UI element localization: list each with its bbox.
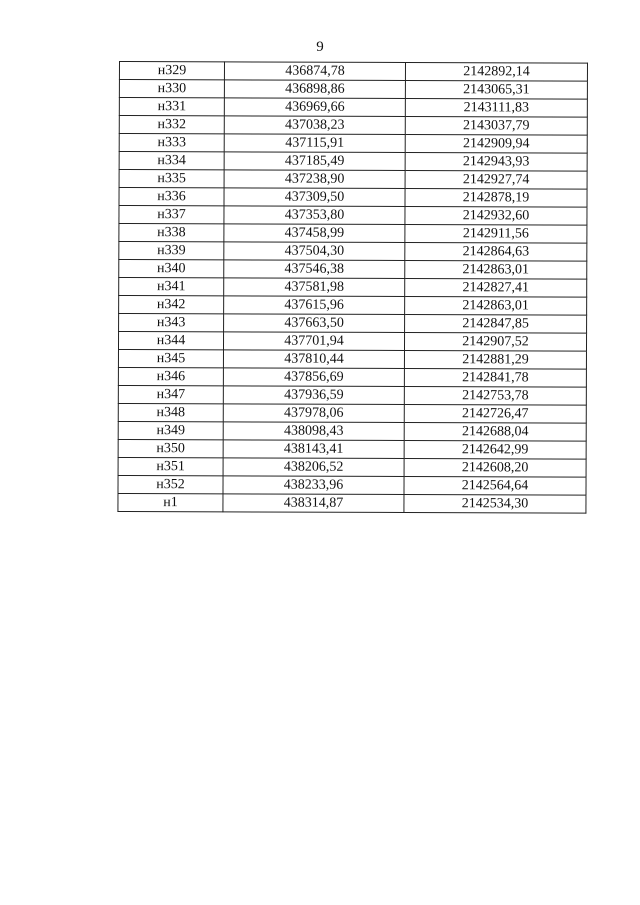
y-coordinate-cell: 2142864,63 [405, 242, 587, 261]
y-coordinate-cell: 2142534,30 [404, 494, 586, 513]
y-coordinate-cell: 2142881,29 [404, 350, 586, 369]
point-number-cell: н331 [119, 98, 224, 116]
x-coordinate-cell: 437546,38 [224, 260, 405, 279]
table-row [119, 116, 587, 136]
x-coordinate-cell: 436898,86 [224, 80, 405, 99]
y-coordinate-cell: 2142847,85 [405, 314, 587, 333]
point-number-cell: н352 [118, 475, 223, 493]
point-number-cell: н330 [119, 80, 224, 98]
table-row [119, 206, 587, 226]
x-coordinate-cell: 437856,69 [223, 368, 404, 387]
y-coordinate-cell: 2142688,04 [404, 422, 586, 441]
point-number-cell: н344 [118, 332, 223, 350]
x-coordinate-cell: 437615,96 [224, 296, 405, 315]
y-coordinate-cell: 2142564,64 [404, 476, 586, 495]
x-coordinate-cell: 437238,90 [224, 170, 405, 189]
x-coordinate-cell: 436874,78 [224, 62, 405, 81]
y-coordinate-cell: 2142608,20 [404, 458, 586, 477]
table-row [118, 385, 586, 405]
x-coordinate-cell: 437309,50 [224, 188, 405, 207]
y-coordinate-cell: 2142878,19 [405, 188, 587, 207]
x-coordinate-cell: 437458,99 [224, 224, 405, 243]
point-number-cell: н339 [119, 242, 224, 260]
point-number-cell: н336 [119, 188, 224, 206]
table-row [119, 242, 587, 262]
table-row [118, 421, 586, 441]
table-row [118, 493, 586, 513]
point-number-cell: н345 [118, 350, 223, 368]
y-coordinate-cell: 2143065,31 [405, 80, 587, 99]
y-coordinate-cell: 2142943,93 [405, 152, 587, 171]
x-coordinate-cell: 438098,43 [223, 422, 404, 441]
point-number-cell: н349 [118, 421, 223, 439]
point-number-cell: н348 [118, 403, 223, 421]
table-row [119, 296, 587, 316]
table-row [118, 367, 586, 387]
y-coordinate-cell: 2142909,94 [405, 134, 587, 153]
point-number-cell: н334 [119, 152, 224, 170]
coordinates-table-body [118, 62, 588, 514]
table-row [118, 457, 586, 477]
point-number-cell: н347 [118, 385, 223, 403]
table-row [118, 403, 586, 423]
table-row [119, 224, 587, 244]
y-coordinate-cell: 2142907,52 [404, 332, 586, 351]
y-coordinate-cell: 2142927,74 [405, 170, 587, 189]
x-coordinate-cell: 436969,66 [224, 98, 405, 117]
x-coordinate-cell: 437185,49 [224, 152, 405, 171]
point-number-cell: н337 [119, 206, 224, 224]
x-coordinate-cell: 437701,94 [223, 332, 404, 351]
table-row [119, 152, 587, 172]
point-number-cell: н335 [119, 170, 224, 188]
x-coordinate-cell: 437504,30 [224, 242, 405, 261]
y-coordinate-cell: 2142863,01 [405, 296, 587, 315]
y-coordinate-cell: 2143111,83 [405, 98, 587, 117]
y-coordinate-cell: 2142642,99 [404, 440, 586, 459]
point-number-cell: н333 [119, 134, 224, 152]
point-number-cell: н343 [119, 314, 224, 332]
table-row [119, 278, 587, 298]
point-number-cell: н350 [118, 439, 223, 457]
point-number-cell: н351 [118, 457, 223, 475]
y-coordinate-cell: 2142753,78 [404, 386, 586, 405]
x-coordinate-cell: 437038,23 [224, 116, 405, 135]
coordinates-table [117, 61, 588, 514]
x-coordinate-cell: 437810,44 [223, 350, 404, 369]
page-number: 9 [316, 39, 324, 55]
table-row [118, 350, 586, 370]
point-number-cell: н340 [119, 260, 224, 278]
table-row [119, 134, 587, 154]
x-coordinate-cell: 437581,98 [224, 278, 405, 297]
point-number-cell: н332 [119, 116, 224, 134]
y-coordinate-cell: 2142863,01 [405, 260, 587, 279]
point-number-cell: н342 [119, 296, 224, 314]
y-coordinate-cell: 2142841,78 [404, 368, 586, 387]
table-row [118, 439, 586, 459]
y-coordinate-cell: 2142726,47 [404, 404, 586, 423]
table-row [119, 170, 587, 190]
x-coordinate-cell: 438206,52 [223, 458, 404, 477]
y-coordinate-cell: 2142892,14 [405, 63, 587, 82]
table-row [118, 332, 586, 352]
y-coordinate-cell: 2142932,60 [405, 206, 587, 225]
table-row [119, 62, 587, 82]
y-coordinate-cell: 2143037,79 [405, 116, 587, 135]
point-number-cell: н346 [118, 367, 223, 385]
y-coordinate-cell: 2142911,56 [405, 224, 587, 243]
point-number-cell: н1 [118, 493, 223, 511]
point-number-cell: н329 [119, 62, 224, 80]
x-coordinate-cell: 437936,59 [223, 386, 404, 405]
x-coordinate-cell: 437663,50 [224, 314, 405, 333]
point-number-cell: н338 [119, 224, 224, 242]
point-number-cell: н341 [119, 278, 224, 296]
x-coordinate-cell: 437115,91 [224, 134, 405, 153]
x-coordinate-cell: 438314,87 [223, 494, 404, 513]
x-coordinate-cell: 438143,41 [223, 440, 404, 459]
x-coordinate-cell: 438233,96 [223, 476, 404, 495]
y-coordinate-cell: 2142827,41 [405, 278, 587, 297]
x-coordinate-cell: 437353,80 [224, 206, 405, 225]
table-row [119, 80, 587, 100]
table-row [119, 314, 587, 334]
table-row [119, 260, 587, 280]
table-row [119, 188, 587, 208]
table-row [118, 475, 586, 495]
table-row [119, 98, 587, 118]
x-coordinate-cell: 437978,06 [223, 404, 404, 423]
